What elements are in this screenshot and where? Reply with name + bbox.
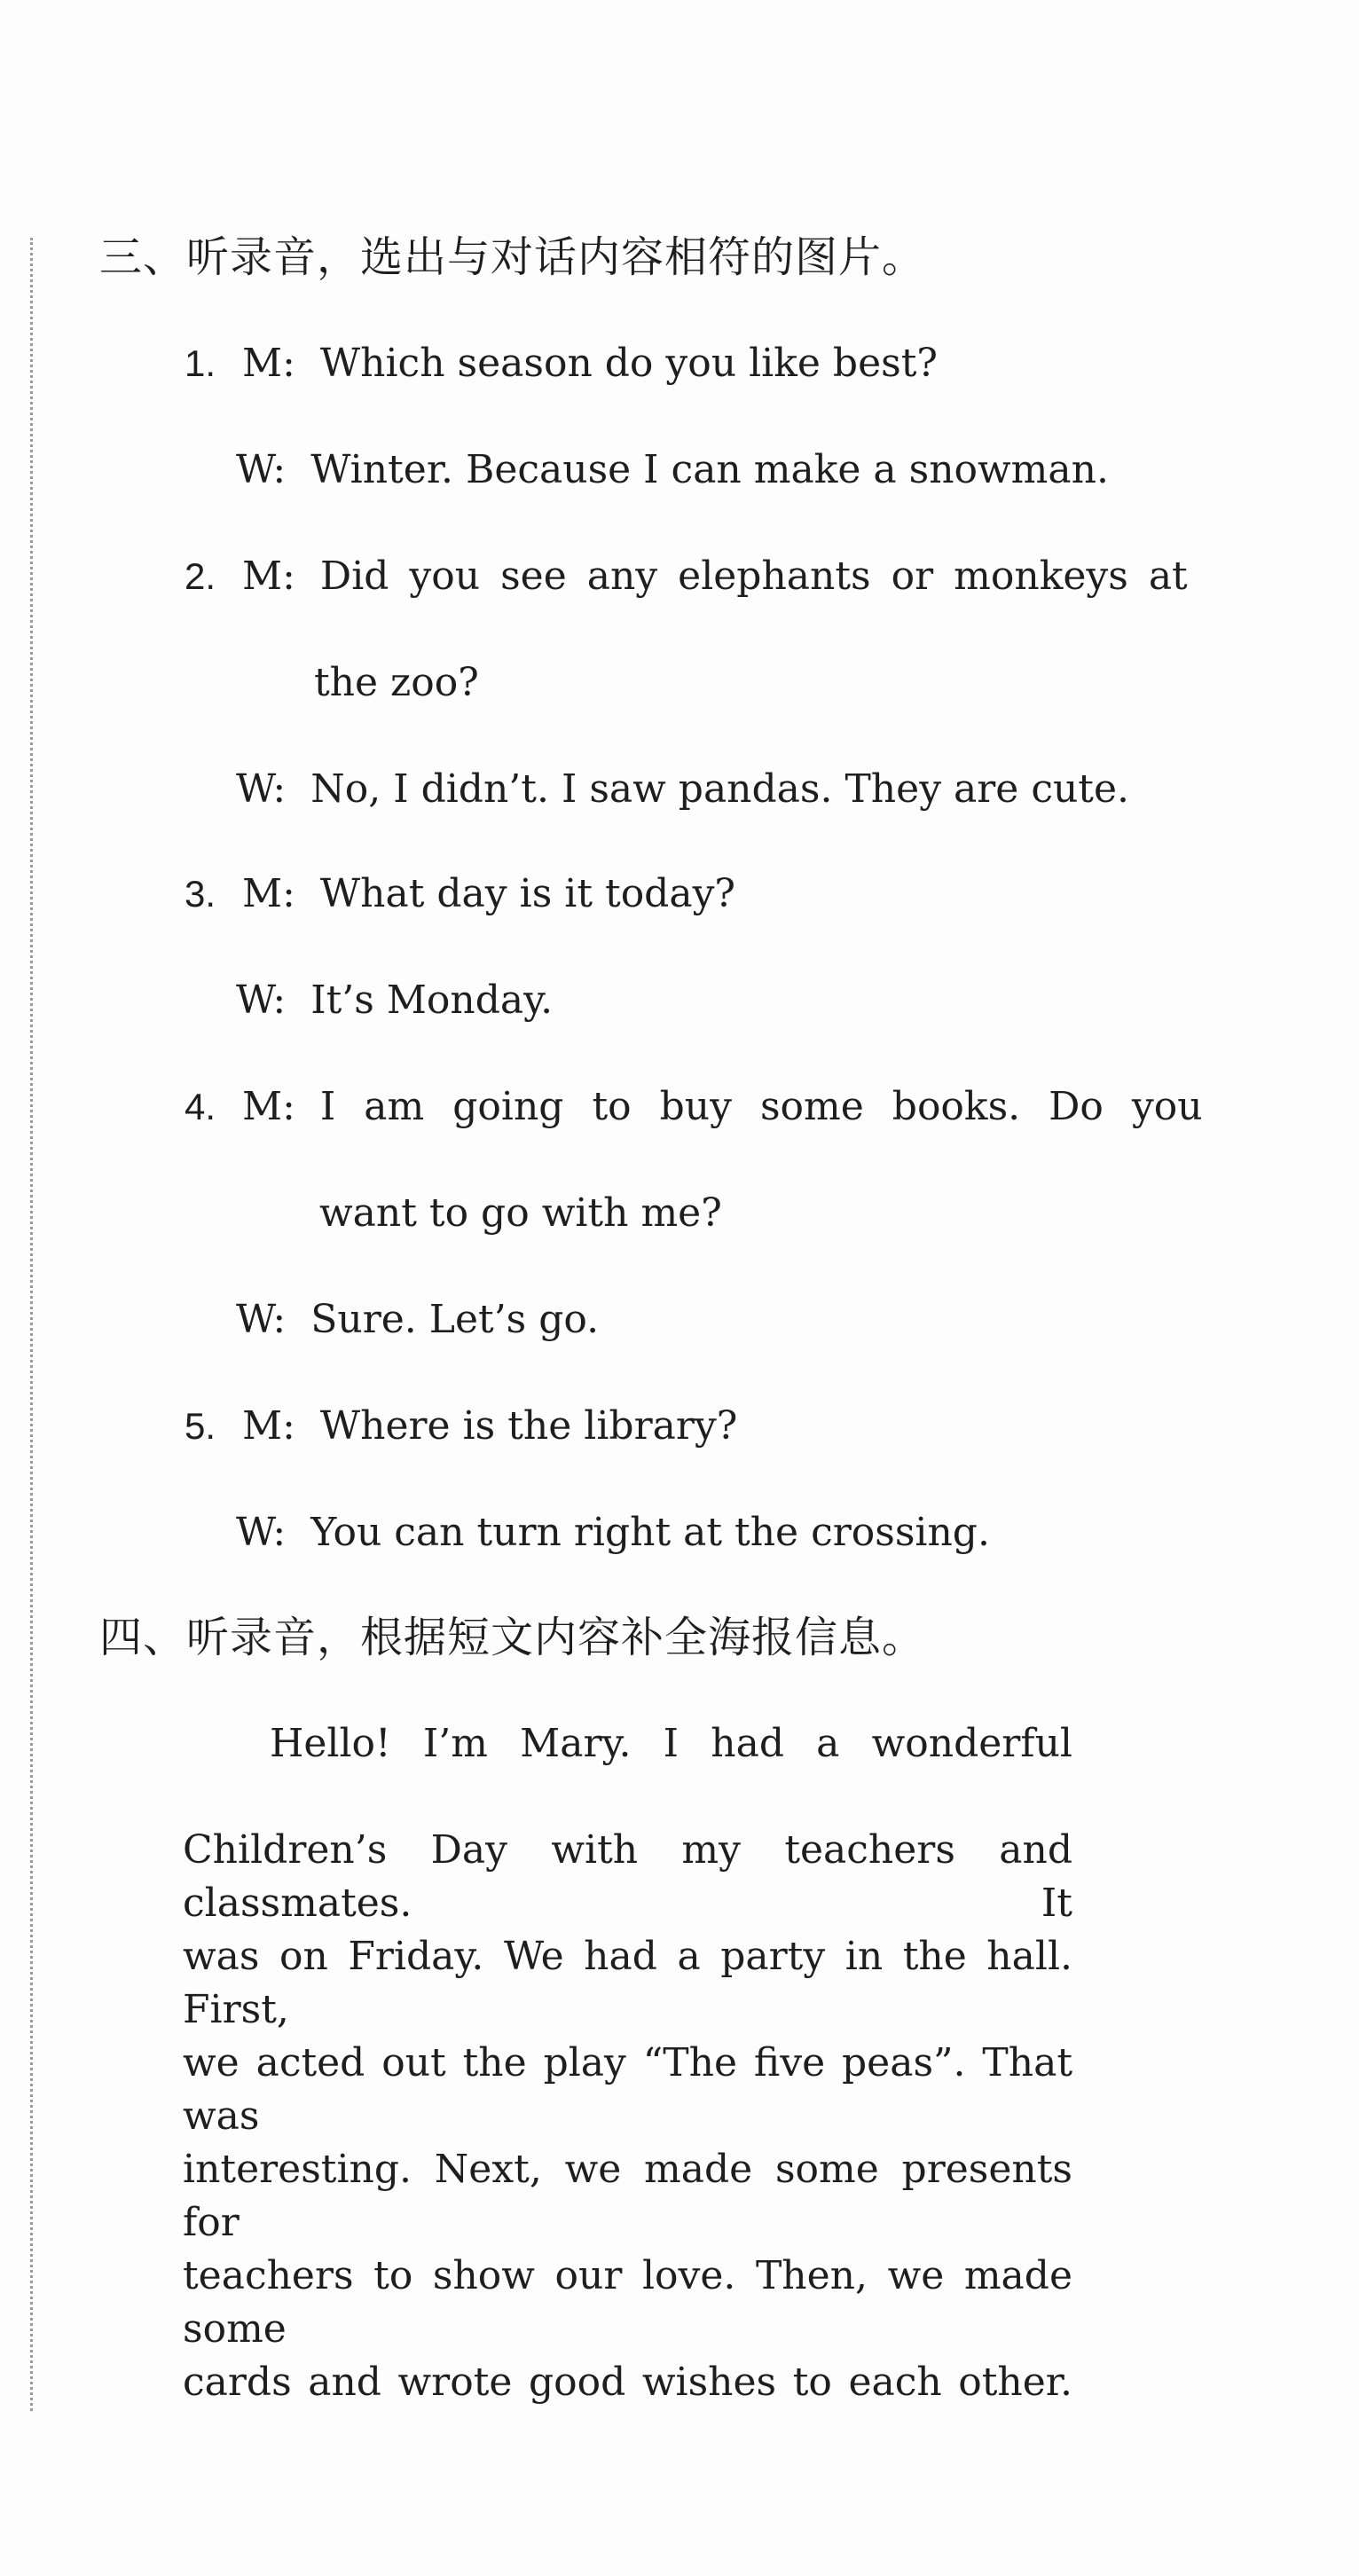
- passage-line-3: was on Friday. We had a party in the hall. First,: [183, 1934, 1072, 2032]
- dialogue-text: You can turn right at the crossing.: [310, 1510, 990, 1555]
- dialogue-2-m-line: [185, 550, 1188, 603]
- speaker-m: M:: [242, 341, 295, 386]
- dialogue-text: I am going to buy some books. Do you: [319, 1084, 1203, 1129]
- item-2-number: 2.: [185, 555, 216, 597]
- passage-line-2: Children’s Day with my teachers and classmates. It: [183, 1827, 1072, 1926]
- speaker-w: W:: [236, 447, 287, 492]
- dialogue-text: Did you see any elephants or monkeys at: [319, 554, 1188, 599]
- passage-line-5: interesting. Next, we made some presents for: [183, 2147, 1072, 2245]
- section-4-heading: 四、听录音，根据短文内容补全海报信息。: [99, 1613, 926, 1662]
- item-5-number: 5.: [185, 1405, 216, 1447]
- dialogue-5-m-line: [185, 1400, 737, 1453]
- dialogue-text: Where is the library?: [319, 1403, 738, 1449]
- speaker-m: M:: [242, 554, 295, 599]
- dotted-margin-line: [30, 238, 33, 2411]
- dialogue-1-w-line: [236, 444, 1109, 497]
- passage-line-1: Hello! I’m Mary. I had a wonderful: [270, 1721, 1072, 1766]
- dialogue-text: It’s Monday.: [310, 978, 554, 1023]
- speaker-w: W:: [236, 1510, 287, 1555]
- dialogue-5-w-line: [236, 1506, 990, 1559]
- dialogue-4-w-line: [236, 1293, 599, 1347]
- dialogue-text: Winter. Because I can make a snowman.: [310, 447, 1109, 492]
- item-4-number: 4.: [185, 1086, 216, 1127]
- item-1-number: 1.: [185, 342, 216, 384]
- passage-line-6: teachers to show our love. Then, we made some: [183, 2253, 1072, 2352]
- dialogue-text: Sure. Let’s go.: [310, 1297, 600, 1342]
- speaker-w: W:: [236, 978, 287, 1023]
- dialogue-4-m-continuation: want to go with me?: [319, 1190, 722, 1236]
- dialogue-3-w-line: [236, 974, 553, 1027]
- dialogue-1-m-line: [185, 337, 938, 390]
- dialogue-3-m-line: [185, 868, 735, 921]
- item-3-number: 3.: [185, 873, 216, 915]
- speaker-m: M:: [242, 871, 295, 916]
- dialogue-2-m-continuation: the zoo?: [314, 660, 479, 705]
- dialogue-text: Which season do you like best?: [319, 341, 938, 386]
- speaker-w: W:: [236, 766, 287, 812]
- dialogue-2-w-line: [236, 763, 1129, 816]
- speaker-w: W:: [236, 1297, 287, 1342]
- passage-line-4: we acted out the play “The five peas”. That was: [183, 2040, 1072, 2139]
- speaker-m: M:: [242, 1403, 295, 1449]
- section-3-heading: 三、听录音，选出与对话内容相符的图片。: [99, 232, 926, 282]
- speaker-m: M:: [242, 1084, 295, 1129]
- dialogue-text: No, I didn’t. I saw pandas. They are cute.: [310, 766, 1130, 812]
- passage-line-7: cards and wrote good wishes to each other.: [183, 2360, 1072, 2405]
- dialogue-4-m-line: [185, 1080, 1203, 1134]
- dialogue-text: What day is it today?: [319, 871, 736, 916]
